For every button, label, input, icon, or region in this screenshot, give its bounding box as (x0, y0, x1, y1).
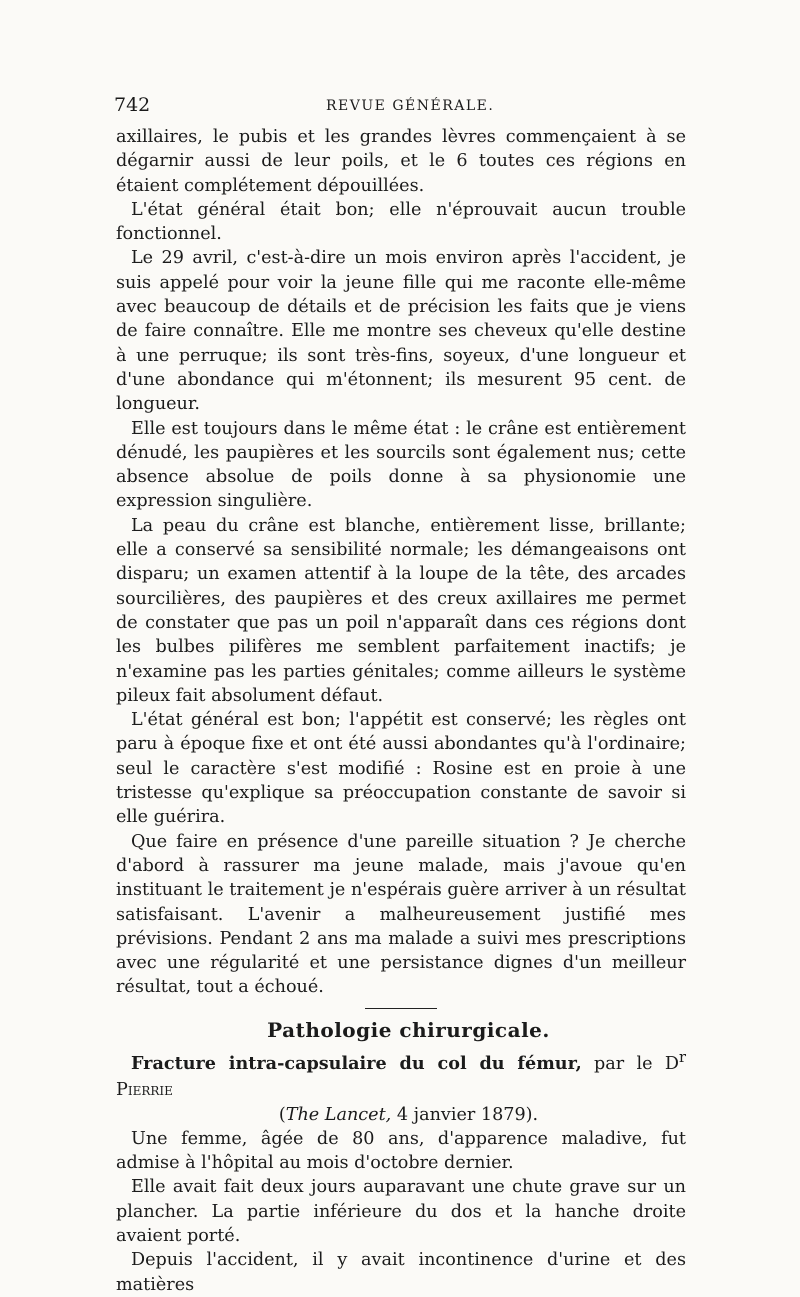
journal-title: REVUE GÉNÉRALE. (326, 98, 495, 114)
paragraph: L'état général était bon; elle n'éprouvait aucun trouble fonctionnel. (116, 199, 686, 245)
source-journal: The Lancet, (285, 1104, 392, 1125)
article-by: par le D (594, 1053, 679, 1074)
page-number: 742 (114, 94, 151, 116)
paragraph: Que faire en présence d'une pareille situation ? Je cherche d'abord à rassurer ma jeune malade, mais j'avoue qu'en instituant le traitement je n'espérais guère arriver à un résultat satisfaisant. L'avenir a malheureusement justifié mes prévisions. Pendant 2 ans ma malade a suivi mes prescriptions avec une régularité et une persistance dignes d'un meilleur résultat, tout a échoué. (116, 831, 686, 998)
doctor-abbrev-sup: r (679, 1048, 687, 1066)
paragraph: axillaires, le pubis et les grandes lèvres commençaient à se dégarnir aussi de leur poils, et le 6 toutes ces régions en étaient complétement dépouillées. (116, 127, 686, 196)
running-head (114, 92, 688, 122)
paragraph: Depuis l'accident, il y avait incontinence d'urine et des matières (116, 1250, 686, 1295)
article-author: Pierrie (116, 1079, 173, 1100)
article-source (116, 1103, 686, 1127)
section-divider (365, 1008, 437, 1009)
body-text (116, 125, 686, 1297)
source-paren: ( (278, 1104, 286, 1125)
source-date: 4 janvier 1879). (391, 1104, 539, 1125)
paragraph: La peau du crâne est blanche, entièrement lisse, brillante; elle a conservé sa sensibilité normale; les démangeaisons ont disparu; un examen attentif à la loupe de la tête, des arcades sourcilières, des paupières et des creux axillaires me permet de constater que pas un poil n'apparaît dans ces régions dont les bulbes pilifères me semblent parfaitement inactifs; je n'examine pas les parties génitales; comme ailleurs le système pileux fait absolument défaut. (116, 515, 686, 706)
paragraph: L'état général est bon; l'appétit est conservé; les règles ont paru à époque fixe et ont été aussi abondantes qu'à l'ordinaire; seul le caractère s'est modifié : Rosine est en proie à une tristesse qu'explique sa préoccupation constante de savoir si elle guérira. (116, 710, 686, 828)
paragraph: Elle est toujours dans le même état : le crâne est entièrement dénudé, les paupières et les sourcils sont également nus; cette absence absolue de poils donne à sa physionomie une expression singulière. (116, 418, 686, 512)
article-title: Fracture intra-capsulaire du col du fémur, (131, 1052, 582, 1074)
section-title: Pathologie chirurgicale. (267, 1017, 550, 1042)
paragraph: Le 29 avril, c'est-à-dire un mois environ après l'accident, je suis appelé pour voir la jeune fille qui me raconte elle-même avec beaucoup de détails et de précision les faits que je viens de faire connaître. Elle me montre ses cheveux qu'elle destine à une perruque; ils sont très-fins, soyeux, d'une longueur et d'une abondance qui m'étonnent; ils mesurent 95 cent. de longueur. (116, 248, 686, 415)
article-heading (116, 1045, 686, 1103)
paragraph: Une femme, âgée de 80 ans, d'apparence maladive, fut admise à l'hôpital au mois d'octobre dernier. (116, 1128, 686, 1174)
paragraph: Elle avait fait deux jours auparavant une chute grave sur un plancher. La partie inférieure du dos et la hanche droite avaient porté. (116, 1177, 686, 1247)
